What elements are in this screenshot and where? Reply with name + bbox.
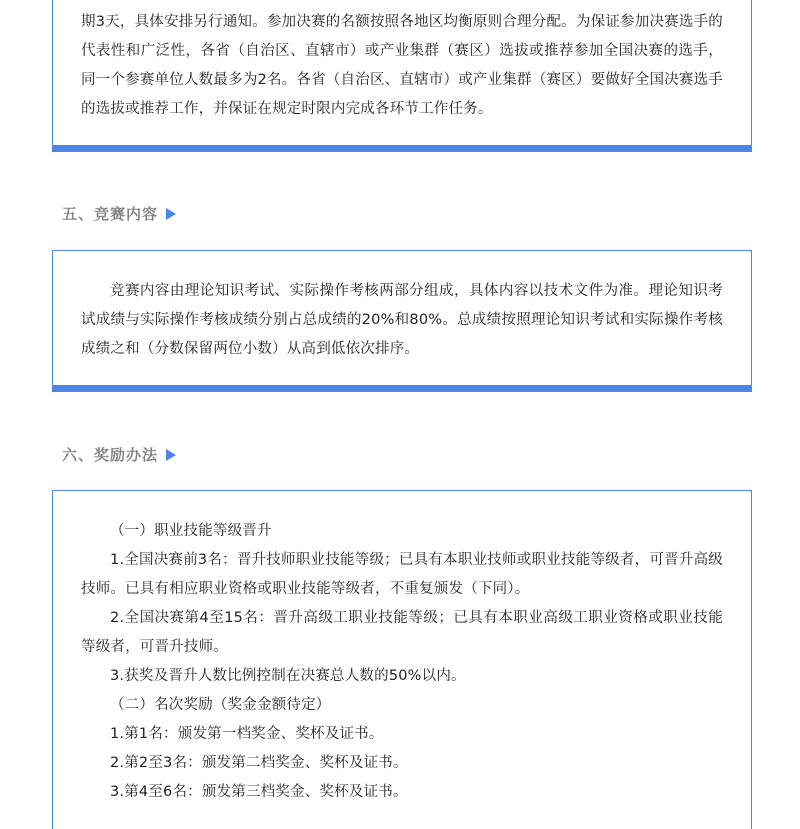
section5-paragraph: 竞赛内容由理论知识考试、实际操作考核两部分组成，具体内容以技术文件为准。理论知识考试成绩与实际操作考核成绩分别占总成绩的20%和80%。总成绩按照理论知识考试和实际操作考核成绩之和（分数保留两位小数）从高到低依次排序。 <box>81 283 723 357</box>
award-item: 1.全国决赛前3名：晋升技师职业技能等级；已具有本职业技师或职业技能等级者，可晋升高级技师。已具有相应职业资格或职业技能等级者，不重复颁发（下同）。 <box>81 552 723 597</box>
award-subheading-1: （一）职业技能等级晋升 <box>110 523 272 539</box>
award-item: 1.第1名：颁发第一档奖金、奖杯及证书。 <box>110 726 384 742</box>
section6-title: 六、奖励办法 <box>62 446 159 464</box>
section5-card <box>52 250 752 392</box>
award-item: 2.全国决赛第4至15名：晋升高级工职业技能等级；已具有本职业高级工职业资格或职业技能等级者，可晋升技师。 <box>81 610 723 655</box>
section5-title: 五、竞赛内容 <box>62 205 159 223</box>
card-bottom-bar <box>52 385 752 392</box>
section5-heading <box>62 203 176 224</box>
arrow-right-icon <box>166 449 176 461</box>
section4-paragraph: 期3天，具体安排另行通知。参加决赛的名额按照各地区均衡原则合理分配。为保证参加决赛选手的代表性和广泛性，各省（自治区、直辖市）或产业集群（赛区）选拔或推荐参加全国决赛的选手，同一个参赛单位人数最多为2名。各省（自治区、直辖市）或产业集群（赛区）要做好全国决赛选手的选拔或推荐工作，并保证在规定时限内完成各环节工作任务。 <box>81 14 723 117</box>
arrow-right-icon <box>166 208 176 220</box>
award-item: 3.第4至6名：颁发第三档奖金、奖杯及证书。 <box>110 784 408 800</box>
award-item: 3.获奖及晋升人数比例控制在决赛总人数的50%以内。 <box>110 668 466 684</box>
card-bottom-bar <box>52 145 752 152</box>
award-item: 2.第2至3名：颁发第二档奖金、奖杯及证书。 <box>110 755 408 771</box>
section4-card <box>52 0 752 152</box>
section6-heading <box>62 444 176 465</box>
award-subheading-2: （二）名次奖励（奖金金额待定） <box>110 697 331 713</box>
section6-card <box>52 490 752 829</box>
